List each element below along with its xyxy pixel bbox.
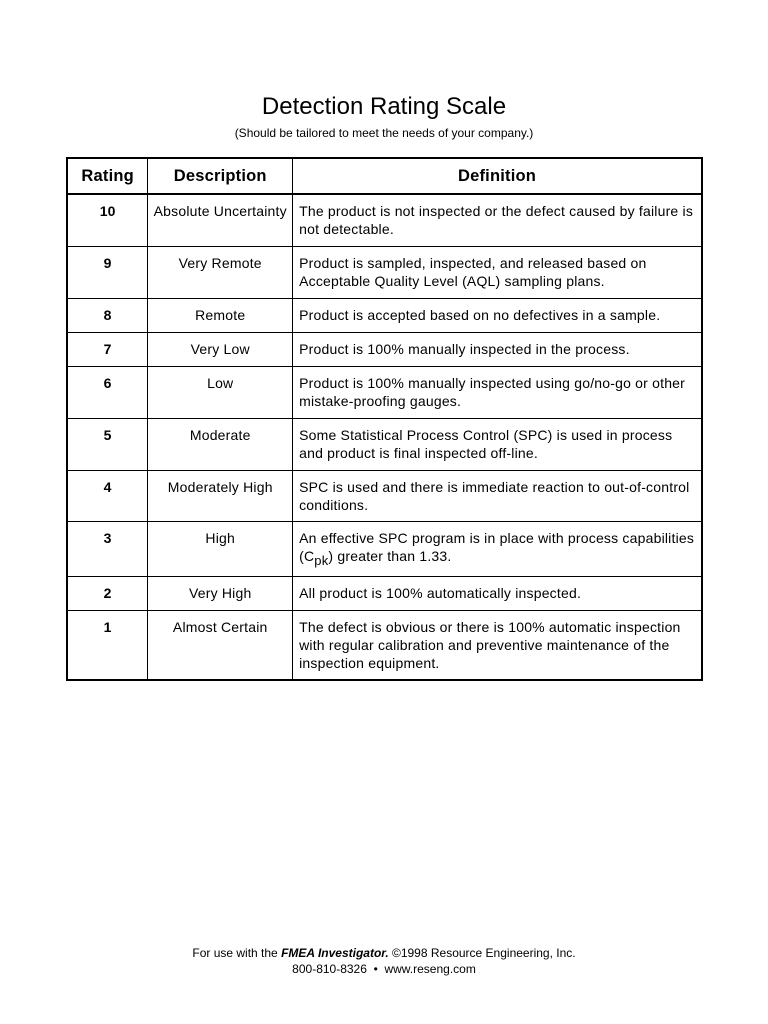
cpk-subscript: pk — [314, 552, 329, 568]
footer-prefix: For use with the — [192, 946, 282, 960]
description-cell: Very Remote — [148, 246, 293, 298]
definition-cell — [293, 521, 702, 576]
header-description: Description — [148, 158, 293, 194]
table-row — [67, 194, 702, 246]
definition-cell: Some Statistical Process Control (SPC) is used in process and product is final inspected off-line. — [293, 418, 702, 470]
footer-credit — [0, 945, 768, 961]
rating-cell: 1 — [67, 610, 148, 680]
table-row — [67, 246, 702, 298]
definition-cell: Product is 100% manually inspected in the process. — [293, 332, 702, 366]
rating-cell: 4 — [67, 470, 148, 521]
rating-cell: 3 — [67, 521, 148, 576]
footer-separator: • — [373, 962, 378, 976]
rating-cell: 5 — [67, 418, 148, 470]
description-cell: Low — [148, 366, 293, 418]
description-cell: Very High — [148, 576, 293, 610]
table-row — [67, 576, 702, 610]
definition-cell: The defect is obvious or there is 100% automatic inspection with regular calibration and preventive maintenance of the inspection equipment. — [293, 610, 702, 680]
definition-cell: SPC is used and there is immediate reaction to out-of-control conditions. — [293, 470, 702, 521]
rating-cell: 7 — [67, 332, 148, 366]
table-row — [67, 298, 702, 332]
footer-phone: 800-810-8326 — [292, 962, 367, 976]
detection-rating-table — [66, 157, 703, 681]
description-cell: Moderate — [148, 418, 293, 470]
rating-cell: 2 — [67, 576, 148, 610]
table-row — [67, 470, 702, 521]
footer-contact — [0, 961, 768, 977]
rating-cell: 6 — [67, 366, 148, 418]
page-title: Detection Rating Scale — [261, 93, 507, 120]
definition-cell: The product is not inspected or the defect caused by failure is not detectable. — [293, 194, 702, 246]
definition-cell: Product is 100% manually inspected using go/no-go or other mistake-proofing gauges. — [293, 366, 702, 418]
rating-cell: 9 — [67, 246, 148, 298]
table-row — [67, 521, 702, 576]
rating-cell: 8 — [67, 298, 148, 332]
table-row — [67, 418, 702, 470]
definition-cell: Product is accepted based on no defectives in a sample. — [293, 298, 702, 332]
description-cell: Very Low — [148, 332, 293, 366]
description-cell: High — [148, 521, 293, 576]
description-cell: Remote — [148, 298, 293, 332]
header-rating: Rating — [67, 158, 148, 194]
definition-cell: Product is sampled, inspected, and released based on Acceptable Quality Level (AQL) sampling plans. — [293, 246, 702, 298]
description-cell: Almost Certain — [148, 610, 293, 680]
footer-product-name: FMEA Investigator. — [281, 946, 389, 960]
footer-copyright: ©1998 Resource Engineering, Inc. — [388, 946, 576, 960]
definition-cell: All product is 100% automatically inspected. — [293, 576, 702, 610]
page-subtitle: (Should be tailored to meet the needs of your company.) — [234, 126, 534, 140]
definition-text: An effective SPC program is in place with process capabilities (C — [299, 529, 695, 564]
description-cell: Moderately High — [148, 470, 293, 521]
table-header-row — [67, 158, 702, 194]
rating-cell: 10 — [67, 194, 148, 246]
table-row — [67, 366, 702, 418]
table-row — [67, 610, 702, 680]
definition-text-end: ) greater than 1.33. — [328, 547, 452, 564]
table-row — [67, 332, 702, 366]
header-definition: Definition — [293, 158, 702, 194]
description-cell: Absolute Uncertainty — [148, 194, 293, 246]
footer-website: www.reseng.com — [384, 962, 476, 976]
